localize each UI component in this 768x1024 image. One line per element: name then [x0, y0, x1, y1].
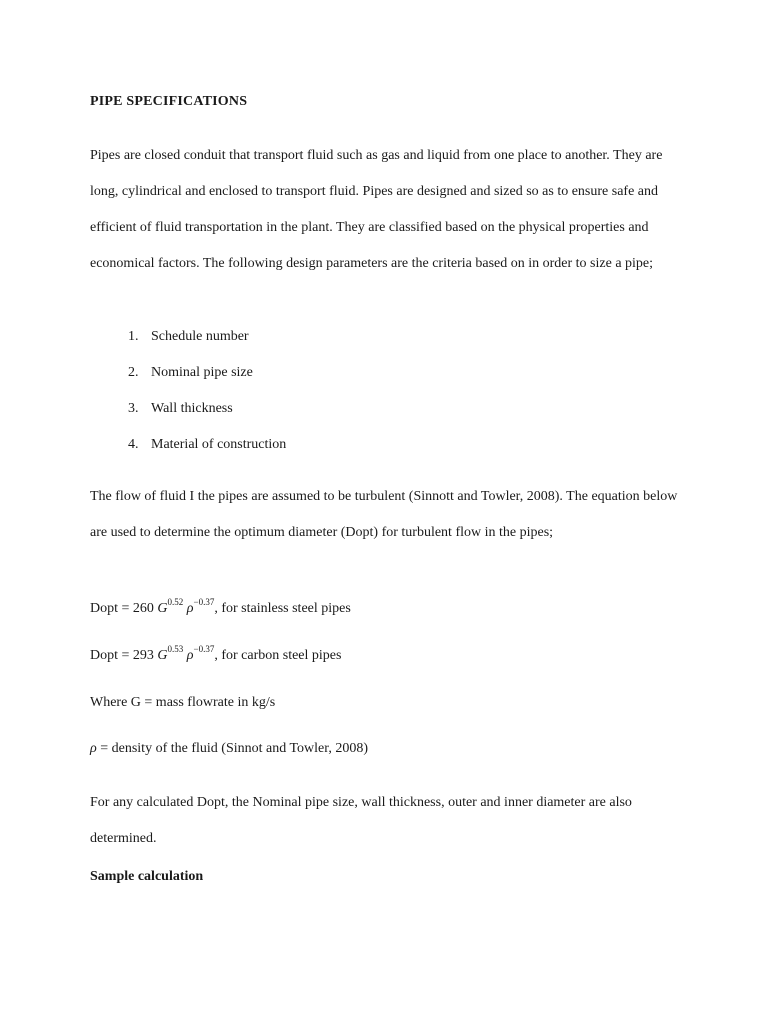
- equation-coefficient: 260: [132, 601, 154, 616]
- equation-carbon-steel: [90, 645, 341, 667]
- where-definition: Where G = mass flowrate in kg/s: [90, 695, 276, 710]
- equation-tail: , for stainless steel pipes: [214, 601, 351, 616]
- dopt-paragraph: For any calculated Dopt, the Nominal pipe size, wall thickness, outer and inner diameter are also determined.: [90, 795, 632, 846]
- equation-g-exponent: 0.53: [167, 644, 184, 654]
- equation-rho-exponent: −0.37: [193, 644, 215, 654]
- intro-paragraph: Pipes are closed conduit that transport fluid such as gas and liquid from one place to another. They are long, cylindrical and enclosed to transport fluid. Pipes are designed and sized so as to ensure safe and efficient of fluid transportation in the plant. They are classified based on the physical properties and economical factors. The following design parameters are the criteria based on in order to size a pipe;: [90, 148, 663, 271]
- rho-symbol: ρ: [90, 741, 97, 756]
- section-heading: PIPE SPECIFICATIONS: [90, 94, 248, 109]
- equation-g-symbol: G: [157, 601, 168, 616]
- equation-lhs: Dopt =: [90, 601, 133, 616]
- sample-calculation-heading: Sample calculation: [90, 869, 204, 884]
- rho-definition-text: = density of the fluid (Sinnot and Towler, 2008): [96, 741, 369, 756]
- equation-rho-symbol: ρ: [186, 601, 194, 616]
- equation-g-exponent: 0.52: [167, 597, 184, 607]
- rho-definition: [90, 738, 368, 760]
- list-item-text: Nominal pipe size: [151, 365, 253, 380]
- equation-stainless-steel: [90, 598, 351, 620]
- equation-rho-exponent: −0.37: [193, 597, 215, 607]
- equation-rho-symbol: ρ: [186, 648, 194, 663]
- list-item-number: 1.: [128, 329, 139, 344]
- list-item-number: 2.: [128, 365, 139, 380]
- flow-paragraph: The flow of fluid I the pipes are assumed to be turbulent (Sinnott and Towler, 2008). The equation below are used to determine the optimum diameter (Dopt) for turbulent flow in the pipes;: [90, 489, 678, 540]
- equation-g-symbol: G: [157, 648, 168, 663]
- equation-coefficient: 293: [132, 648, 154, 663]
- list-item-number: 4.: [128, 437, 139, 452]
- list-item-text: Schedule number: [151, 329, 249, 344]
- list-item-number: 3.: [128, 401, 139, 416]
- equation-tail: , for carbon steel pipes: [214, 648, 342, 663]
- equation-lhs: Dopt =: [90, 648, 133, 663]
- list-item-text: Wall thickness: [151, 401, 233, 416]
- list-item-text: Material of construction: [151, 437, 287, 452]
